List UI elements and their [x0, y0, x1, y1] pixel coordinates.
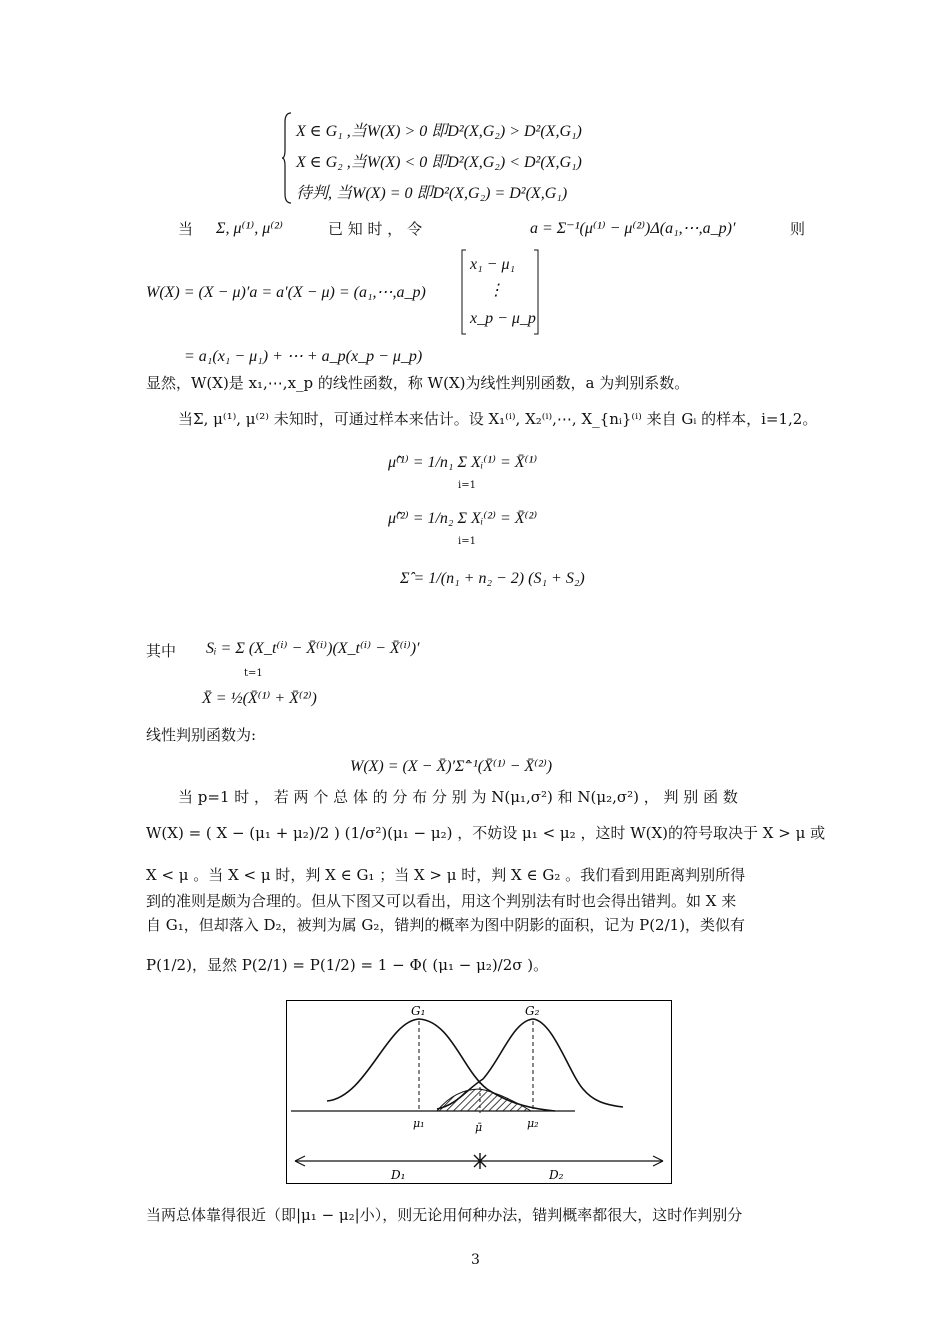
where-xbar: X̄ = ½(X̄⁽¹⁾ + X̄⁽²⁾): [202, 690, 317, 707]
lin-func-label: 线性判别函数为:: [146, 726, 257, 744]
est-mu2-index: i=1: [458, 536, 476, 547]
known-mid: 已 知 时 ， 令: [328, 220, 423, 238]
where-s: Sᵢ = Σ (X_t⁽ⁱ⁾ − X̄⁽ⁱ⁾)(X_t⁽ⁱ⁾ − X̄⁽ⁱ⁾)′: [206, 640, 420, 657]
label-d1: D₁: [391, 1168, 406, 1182]
label-mubar: μ̄: [475, 1121, 483, 1134]
known-params: Σ, μ⁽¹⁾, μ⁽²⁾: [216, 220, 283, 237]
error-region: [437, 1089, 531, 1111]
label-g2: G₂: [525, 1004, 540, 1018]
p1-line-2: W(X) = ( X − (μ₁ + μ₂)/2 ) (1/σ²)(μ₁ − μ₂) ，不妨设 μ₁ < μ₂ ，这时 W(X)的符号取决于 X > μ 或: [146, 824, 826, 842]
p1-line-3: X < μ 。当 X < μ 时，判 X ∈ G₁ ；当 X > μ 时，判 X ∈ G₂ 。我们看到用距离判别所得: [146, 866, 746, 884]
para-unknown: 当Σ, μ⁽¹⁾, μ⁽²⁾ 未知时，可通过样本来估计。设 X₁⁽ⁱ⁾, X₂⁽ⁱ⁾,⋯, X_{nᵢ}⁽ⁱ⁾ 来自 Gᵢ 的样本，i=1,2。: [178, 410, 818, 428]
vec-mid: ⋮: [488, 282, 504, 299]
eq-w-expand: = a₁(x₁ − μ₁) + ⋯ + a_p(x_p − μ_p): [184, 348, 423, 365]
normal-curves-figure: [286, 1000, 672, 1184]
where-label: 其中: [146, 642, 177, 660]
p1-line-1: 当 p=1 时 ， 若 两 个 总 体 的 分 布 分 别 为 N(μ₁,σ²) 和 N(μ₂,σ²) ， 判 别 函 数: [178, 788, 738, 806]
known-tail: 则: [790, 220, 806, 238]
label-d2: D₂: [549, 1168, 564, 1182]
case-line-1: X ∈ G₁ ,当W(X) > 0 即D²(X,G₂) > D²(X,G₁): [296, 123, 582, 140]
page-number: 3: [471, 1252, 480, 1268]
known-lead: 当: [178, 220, 194, 238]
p1-line-6: P(1/2)，显然 P(2/1) = P(1/2) = 1 − Φ( (μ₁ − μ₂)/2σ )。: [146, 956, 549, 974]
para-linear: 显然，W(X)是 x₁,⋯,x_p 的线性函数，称 W(X)为线性判别函数，a 为判别系数。: [146, 374, 690, 392]
curves-svg: [287, 1001, 671, 1183]
est-mu1-index: i=1: [458, 480, 476, 491]
est-mu2: μ̂⁽²⁾ = 1/n₂ Σ Xᵢ⁽²⁾ = X̄⁽²⁾: [388, 510, 538, 527]
curve-g1: [327, 1019, 555, 1111]
est-mu1: μ̂⁽¹⁾ = 1/n₁ Σ Xᵢ⁽¹⁾ = X̄⁽¹⁾: [388, 454, 538, 471]
eq-w-lhs: W(X) = (X − μ)′a = a′(X − μ) = (a₁,⋯,a_p): [146, 284, 426, 301]
vec-top: x₁ − μ₁: [470, 256, 516, 273]
p1-line-5: 自 G₁，但却落入 D₂，被判为属 G₂，错判的概率为图中阴影的面积，记为 P(2/1)，类似有: [146, 916, 746, 934]
label-g1: G₁: [411, 1004, 426, 1018]
est-sigma: Σ̂ = 1/(n₁ + n₂ − 2) (S₁ + S₂): [400, 570, 585, 587]
where-s-index: t=1: [244, 668, 263, 679]
vec-bot: x_p − μ_p: [470, 310, 536, 327]
case-line-2: X ∈ G₂ ,当W(X) < 0 即D²(X,G₂) < D²(X,G₁): [296, 154, 582, 171]
cases-brace: [282, 112, 292, 204]
p1-line-4: 到的准则是颇为合理的。但从下图又可以看出，用这个判别法有时也会得出错判。如 X 来: [146, 892, 737, 910]
label-mu2: μ₂: [527, 1117, 539, 1130]
case-line-3: 待判, 当W(X) = 0 即D²(X,G₂) = D²(X,G₁): [296, 185, 568, 202]
para-last: 当两总体靠得很近（即|μ₁ − μ₂|小），则无论用何种办法，错判概率都很大，这时作判别分: [146, 1206, 743, 1224]
lin-func: W(X) = (X − X̄)′Σ̂⁻¹(X̄⁽¹⁾ − X̄⁽²⁾): [350, 758, 553, 775]
known-formula: a = Σ⁻¹(μ⁽¹⁾ − μ⁽²⁾)Δ(a₁,⋯,a_p)′: [530, 220, 736, 237]
label-mu1: μ₁: [413, 1117, 425, 1130]
